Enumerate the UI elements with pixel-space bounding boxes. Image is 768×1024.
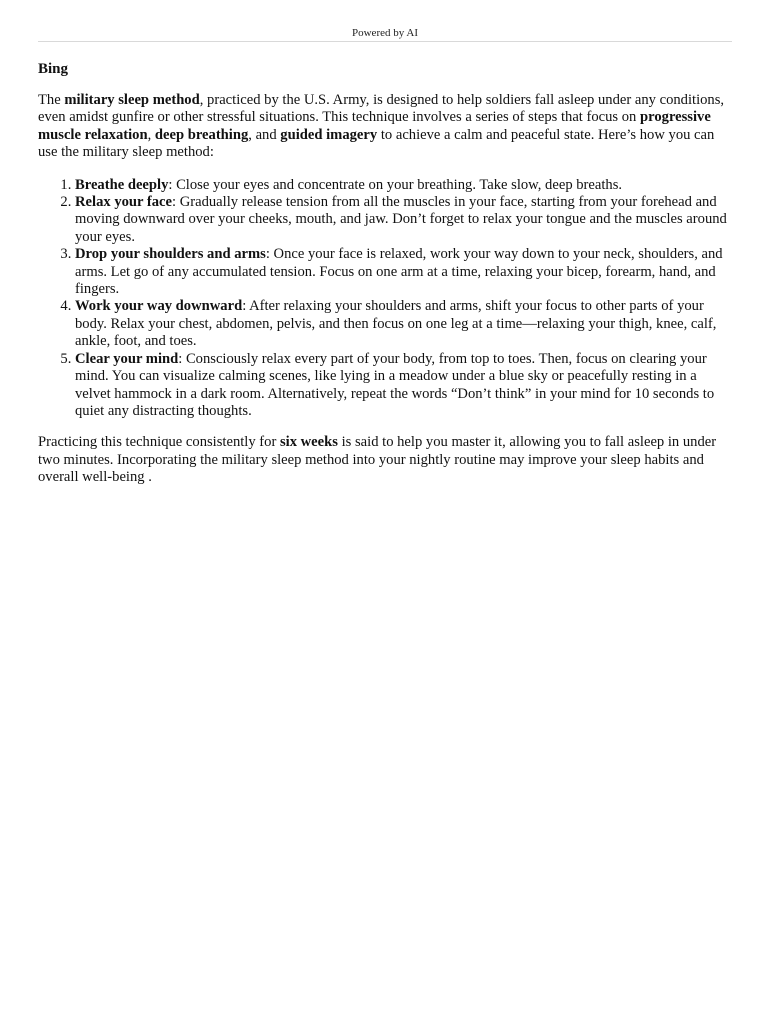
step-text: : Consciously relax every part of your body, from top to toes. Then, focus on clearing your mind. You can visualize calming scenes, like lying in a meadow under a blue sky or peacefully resting in a velvet hammock in a dark room. Alternatively, repeat the words “Don’t think” in your mind for 10 seconds to quiet any distracting thoughts.: [75, 350, 715, 419]
step-title: Breathe deeply: [75, 176, 169, 193]
intro-bold-1: military sleep method: [64, 92, 200, 108]
closing-paragraph: [38, 434, 732, 486]
step-text: : After relaxing your shoulders and arms, shift your focus to other parts of your body. Relax your chest, abdomen, pelvis, and then focus on one leg at a time—relaxing your thigh, knee, calf, ankle, foot, and toes.: [75, 298, 717, 350]
step-item: [75, 298, 732, 350]
intro-text-3: ,: [147, 126, 155, 143]
step-item: [75, 177, 732, 194]
step-item: [75, 351, 732, 421]
header-divider: [38, 41, 732, 42]
step-text: : Once your face is relaxed, work your way down to your neck, shoulders, and arms. Let go of any accumulated tension. Focus on one arm at a time, relaxing your bicep, forearm, hand, and fingers.: [75, 246, 723, 298]
intro-text-4: , and: [248, 126, 281, 143]
step-text: : Close your eyes and concentrate on your breathing. Take slow, deep breaths.: [168, 176, 623, 193]
step-text: : Gradually release tension from all the muscles in your face, starting from your forehead and moving downward over your cheeks, mouth, and jaw. Don’t forget to relax your tongue and the muscles around your eyes.: [75, 194, 727, 245]
source-label: Bing: [38, 61, 69, 77]
intro-bold-3: deep breathing: [154, 126, 249, 143]
document-page: [38, 0, 732, 487]
intro-text-1: The: [38, 92, 65, 108]
closing-bold-1: six weeks: [279, 434, 338, 451]
step-title: Clear your mind: [75, 350, 179, 367]
step-item: [75, 194, 732, 246]
intro-bold-4: guided imagery: [280, 126, 378, 143]
intro-text-5: to achieve a calm and peaceful state. Here’s how you can use the military sleep method:: [38, 126, 715, 161]
step-title: Relax your face: [75, 194, 172, 211]
intro-paragraph: [38, 92, 732, 162]
closing-text-1: Practicing this technique consistently for: [38, 434, 280, 451]
steps-list: [38, 177, 732, 421]
powered-by-header: Powered by AI: [352, 27, 418, 39]
intro-text-2: , practiced by the U.S. Army, is designed to help soldiers fall asleep under any conditions, even amidst gunfire or other stressful situations. This technique involves a series of steps that focus on: [38, 92, 725, 126]
step-item: [75, 246, 732, 298]
step-title: Work your way downward: [75, 298, 243, 315]
step-title: Drop your shoulders and arms: [75, 246, 266, 263]
closing-text-2: is said to help you master it, allowing you to fall asleep in under two minutes. Incorporating the military sleep method into your nightly routine may improve your sleep habits and overall well-being .: [38, 434, 717, 486]
intro-bold-2: progressive muscle relaxation: [38, 109, 711, 143]
